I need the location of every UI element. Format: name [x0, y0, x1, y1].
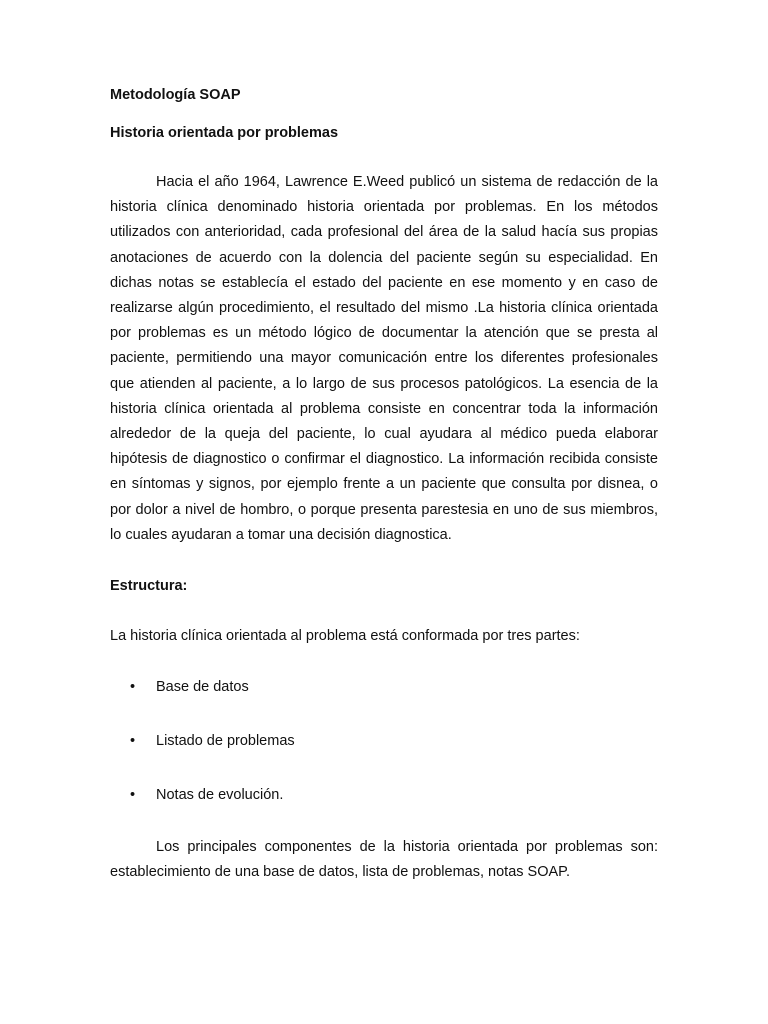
list-item-label: Listado de problemas: [156, 733, 295, 749]
document-subtitle: Historia orientada por problemas: [110, 125, 339, 141]
document-title: Metodología SOAP: [110, 87, 241, 103]
structure-intro: La historia clínica orientada al problema está conformada por tres partes:: [110, 628, 580, 644]
list-item: [130, 732, 295, 750]
closing-paragraph: Los principales componentes de la historia orientada por problemas son: establecimiento de una base de datos, lista de problemas, notas SOAP.: [110, 839, 658, 881]
list-item-label: Notas de evolución.: [156, 787, 284, 803]
structure-heading: Estructura:: [110, 578, 188, 594]
list-item-label: Base de datos: [156, 679, 249, 695]
bullet-icon: •: [130, 787, 136, 803]
list-item: [130, 678, 249, 696]
bullet-icon: •: [130, 733, 136, 749]
list-item: [130, 786, 283, 804]
bullet-icon: •: [130, 679, 136, 695]
intro-paragraph: Hacia el año 1964, Lawrence E.Weed publicó un sistema de redacción de la historia clínica denominado historia orientada por problemas. En los métodos utilizados con anterioridad, cada profesional del área de la salud hacía sus propias anotaciones de acuerdo con la dolencia del paciente según su especialidad. En dichas notas se establecía el estado del paciente en ese momento y en caso de realizarse algún procedimiento, el resultado del mismo .La historia clínica orientada por problemas es un método lógico de documentar la atención que se presta al paciente, permitiendo una mayor comunicación entre los diferentes profesionales que atienden al paciente, a lo largo de sus procesos patológicos. La esencia de la historia clínica orientada al problema consiste en concentrar toda la información alrededor de la queja del paciente, lo cual ayudara al médico pueda elaborar hipótesis de diagnostico o confirmar el diagnostico. La información recibida consiste en síntomas y signos, por ejemplo frente a un paciente que consulta por disnea, o por dolor a nivel de hombro, o porque presenta parestesia en uno de sus miembros, lo cuales ayudaran a tomar una decisión diagnostica.: [110, 174, 658, 543]
